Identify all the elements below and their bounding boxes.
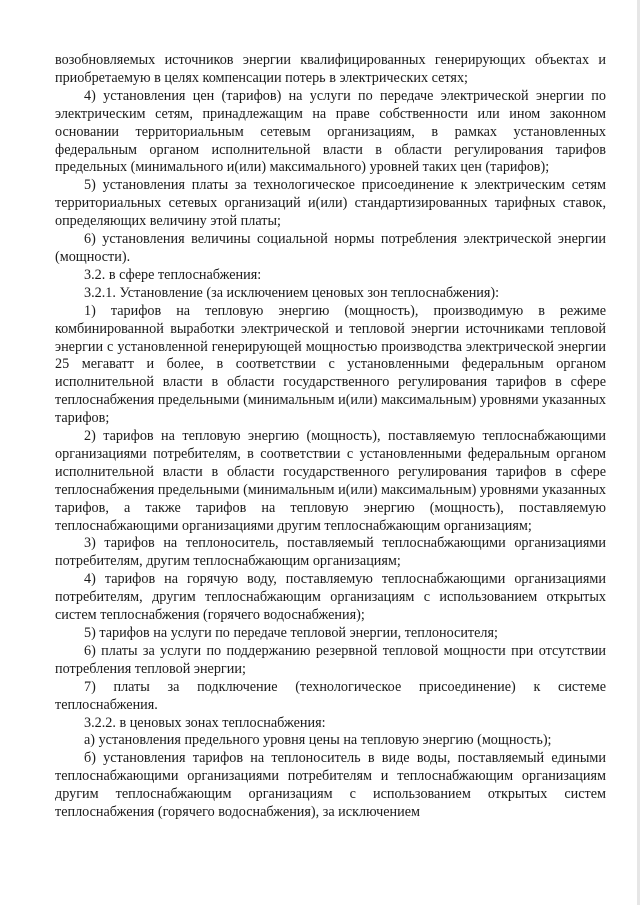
document-body	[55, 52, 606, 822]
section-heading-3-2-2: 3.2.2. в ценовых зонах теплоснабжения:	[84, 714, 326, 731]
paragraph-item-4-tariffs-transmission: 4) установления цен (тарифов) на услуги по передаче электрической энергии по электрическим сетям, принадлежащим на праве собственности или ином законном основании территориальным сетевым организациям, в рамках установленных федеральным органом исполнительной власти в области регулирования тарифов предельных (минимального и(или) максимального) уровней таких цен (тарифов);	[55, 87, 606, 176]
paragraph-item-b-heat-carrier-water: б) установления тарифов на теплоноситель в виде воды, поставляемый едиными теплоснабжающими организациями потребителям и теплоснабжающим организациям другим теплоснабжающим организациям с использованием открытых систем теплоснабжения (горячего водоснабжения), за исключением	[55, 750, 606, 821]
paragraph-item-a-price-limit: а) установления предельного уровня цены на тепловую энергию (мощность);	[84, 732, 552, 749]
section-heading-3-2-1: 3.2.1. Установление (за исключением ценовых зон теплоснабжения):	[84, 284, 500, 301]
section-heading-3-2: 3.2. в сфере теплоснабжения:	[84, 266, 262, 283]
paragraph-item-1-heat-tariffs: 1) тарифов на тепловую энергию (мощность), производимую в режиме комбинированной выработки электрической и тепловой энергии источниками тепловой энергии с установленной генерирующей мощностью производства электрической энергии 25 мегаватт и более, в соответствии с установленными федеральным органом исполнительной власти в области государственного регулирования тарифов в сфере теплоснабжения предельными (минимальным и(или) максимальным) уровнями указанных тарифов;	[55, 302, 606, 427]
paragraph-continuation: возобновляемых источников энергии квалифицированных генерирующих объектах и приобретаемую в целях компенсации потерь в электрических сетях;	[55, 52, 606, 86]
paragraph-item-6-reserve-capacity: 6) платы за услуги по поддержанию резервной тепловой мощности при отсутствии потребления тепловой энергии;	[55, 642, 606, 677]
paragraph-item-2-heat-supply-tariffs: 2) тарифов на тепловую энергию (мощность), поставляемую теплоснабжающими организациями потребителям, в соответствии с установленными федеральным органом исполнительной власти в области государственного регулирования тарифов в сфере теплоснабжения предельными (минимальным и(или) максимальным) уровнями указанных тарифов, а также тарифов на тепловую энергию (мощность), поставляемую теплоснабжающими организациями другим теплоснабжающим организациям;	[55, 428, 606, 534]
paragraph-item-6-social-norm: 6) установления величины социальной нормы потребления электрической энергии (мощности).	[55, 231, 606, 265]
paragraph-item-5-connection-fee: 5) установления платы за технологическое присоединение к электрическим сетям территориальных сетевых организаций и(или) стандартизированных тарифных ставок, определяющих величину этой платы;	[55, 177, 606, 230]
paragraph-item-5-heat-transmission: 5) тарифов на услуги по передаче тепловой энергии, теплоносителя;	[84, 625, 498, 641]
paragraph-item-4-hot-water: 4) тарифов на горячую воду, поставляемую теплоснабжающими организациями потребителям, другим теплоснабжающим организациям с использованием открытых систем теплоснабжения (горячего водоснабжения);	[55, 571, 606, 624]
paragraph-item-7-connection: 7) платы за подключение (технологическое присоединение) к системе теплоснабжения.	[55, 678, 606, 713]
paragraph-item-3-heat-carrier: 3) тарифов на теплоноситель, поставляемый теплоснабжающими организациями потребителям, другим теплоснабжающим организациям;	[55, 535, 606, 570]
